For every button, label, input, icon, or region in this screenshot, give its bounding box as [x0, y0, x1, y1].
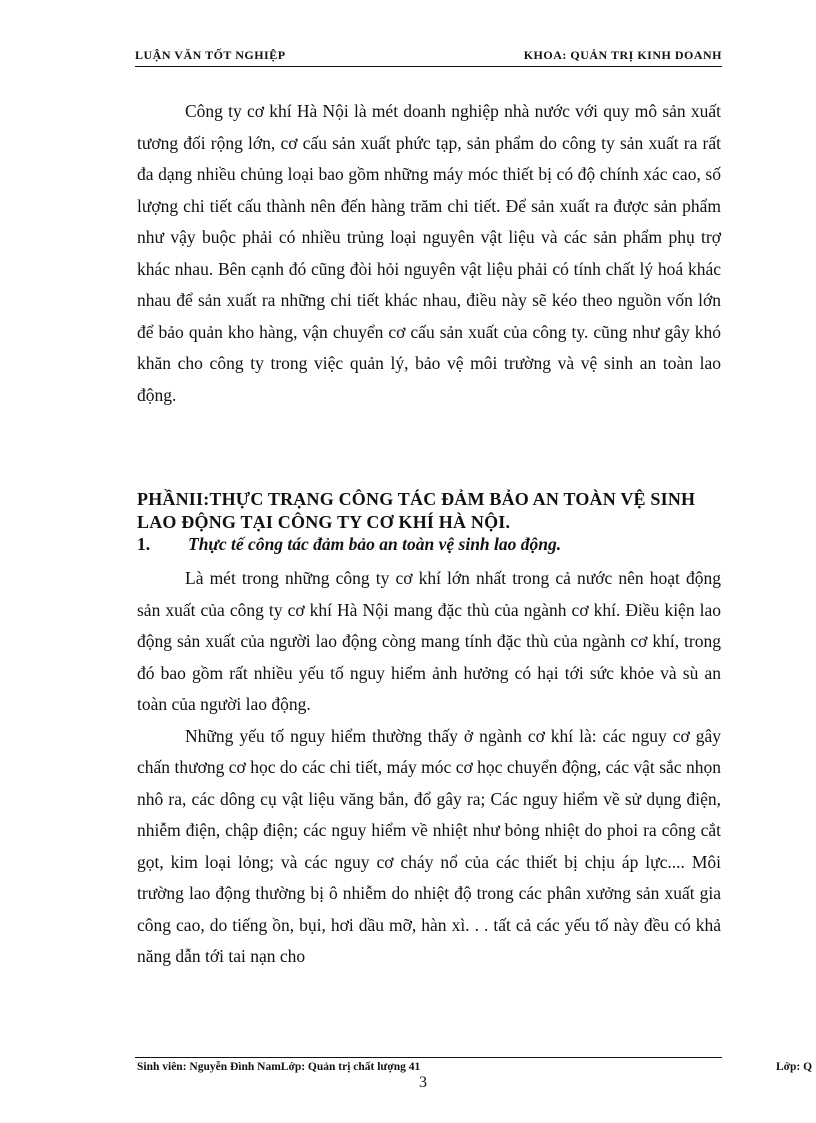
footer-student-info: Sinh viên: Nguyễn Đình NamLớp: Quản trị chất lượng 41	[137, 1061, 421, 1073]
section-heading: PHẦNII:THỰC TRẠNG CÔNG TÁC ĐẢM BẢO AN TOÀN VỆ SINH LAO ĐỘNG TẠI CÔNG TY CƠ KHÍ HÀ NỘI.	[137, 489, 696, 532]
intro-section	[137, 96, 721, 411]
header-thesis-label: LUẬN VĂN TỐT NGHIỆP	[135, 48, 286, 62]
main-section	[137, 563, 721, 973]
footer-class-label: Lớp: Q	[776, 1061, 813, 1073]
intro-paragraph: Công ty cơ khí Hà Nội là mét doanh nghiệp nhà nước với quy mô sản xuất tương đối rộng lớn, cơ cấu sản xuất phức tạp, sản phẩm do công ty sản xuất ra rất đa dạng nhiều chủng loại bao gồm những máy móc thiết bị có độ chính xác cao, số lượng chi tiết cấu thành nên đến hàng trăm chi tiết. Để sản xuất ra được sản phẩm như vậy buộc phải có nhiều trủng loại nguyên vật liệu và các sản phẩm phụ trợ khác nhau. Bên cạnh đó cũng đòi hỏi nguyên vật liệu phải có tính chất lý hoá khác nhau để sản xuất ra những chi tiết khác nhau, điều này sẽ kéo theo nguồn vốn lớn để bảo quản kho hàng, vận chuyển cơ cấu sản xuất của công ty. cũng như gây khó khăn cho công ty trong việc quản lý, bảo vệ môi trường và vệ sinh an toàn lao động.	[137, 101, 721, 405]
header-faculty-label: KHOA: QUẢN TRỊ KINH DOANH	[523, 48, 722, 62]
body-paragraph: Là mét trong những công ty cơ khí lớn nhất trong cả nước nên hoạt động sản xuất của công ty cơ khí Hà Nội mang đặc thù của ngành cơ khí. Điều kiện lao động sản xuất của người lao động còng mang tính đặc thù của ngành cơ khí, trong đó bao gồm rất nhiều yếu tố nguy hiểm ảnh hưởng có hại tới sức khỏe và sù an toàn của người lao động.	[137, 568, 721, 714]
page-header	[135, 48, 722, 66]
body-paragraph: Những yếu tố nguy hiểm thường thấy ở ngành cơ khí là: các nguy cơ gây chấn thương cơ học do các chi tiết, máy móc cơ học chuyển động, các vật sắc nhọn nhô ra, các dông cụ vật liệu văng bắn, đổ gây ra; Các nguy hiểm về sử dụng điện, nhiễm điện, chập điện; các nguy hiểm về nhiệt như bỏng nhiệt do phoi ra công cắt gọt, kim loại lỏng; và các nguy cơ cháy nổ của các thiết bị chịu áp lực.... Môi trường lao động thường bị ô nhiễm do nhiệt độ trong các phân xưởng sản xuất gia công cao, do tiếng ồn, bụi, hơi dầu mỡ, hàn xì. . . tất cả các yếu tố này đều có khả năng dẫn tới tai nạn cho	[137, 725, 721, 966]
header-divider	[135, 66, 722, 67]
subsection-heading	[137, 534, 727, 555]
footer-divider	[135, 1057, 722, 1058]
subsection-number: 1.	[137, 534, 151, 554]
page-number: 3	[419, 1074, 427, 1091]
subsection-title: Thực tế công tác đảm bảo an toàn vệ sinh lao động.	[188, 534, 562, 554]
